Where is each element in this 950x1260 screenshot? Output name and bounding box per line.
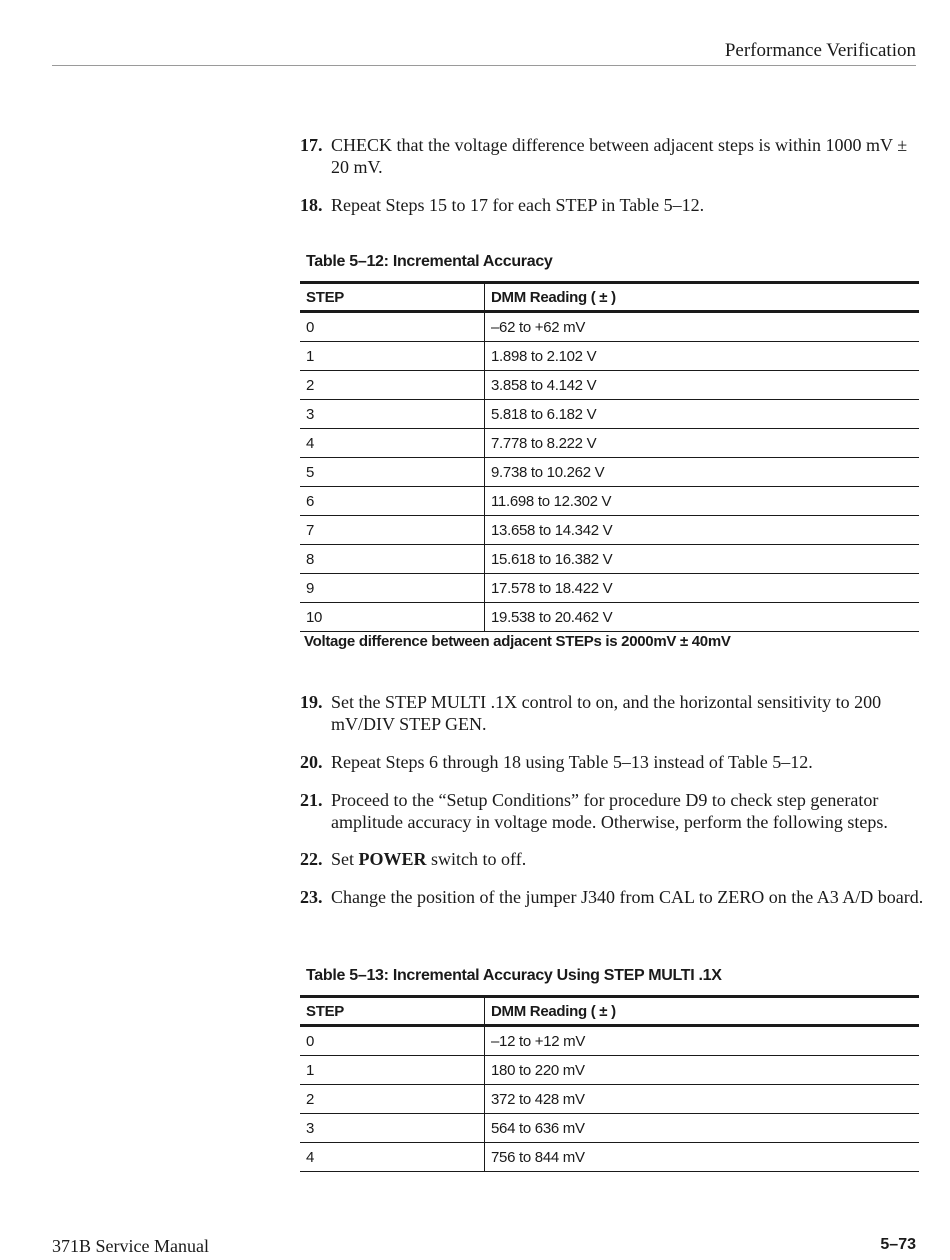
step-20 bbox=[300, 751, 925, 773]
step-cell: 3 bbox=[300, 400, 485, 429]
step-number: 20. bbox=[300, 752, 323, 772]
table-5-13 bbox=[300, 995, 919, 1172]
table-row bbox=[300, 1085, 919, 1114]
dmm-reading-cell: 19.538 to 20.462 V bbox=[485, 603, 920, 632]
dmm-reading-cell: 564 to 636 mV bbox=[485, 1114, 920, 1143]
table-row bbox=[300, 603, 919, 632]
table-header-row bbox=[300, 283, 919, 312]
table-row bbox=[300, 545, 919, 574]
step-cell: 5 bbox=[300, 458, 485, 487]
table-row bbox=[300, 429, 919, 458]
dmm-reading-cell: 5.818 to 6.182 V bbox=[485, 400, 920, 429]
step-cell: 2 bbox=[300, 1085, 485, 1114]
step-cell: 4 bbox=[300, 1143, 485, 1172]
table-row bbox=[300, 458, 919, 487]
step-21 bbox=[300, 789, 925, 833]
table-5-12-note: Voltage difference between adjacent STEPs is 2000mV ± 40mV bbox=[304, 633, 731, 650]
dmm-reading-cell: 15.618 to 16.382 V bbox=[485, 545, 920, 574]
step-cell: 10 bbox=[300, 603, 485, 632]
step-text: Proceed to the “Setup Conditions” for procedure D9 to check step generator amplitude accuracy in voltage mode. Otherwise, perform the following steps. bbox=[331, 790, 888, 832]
table-5-12-caption: Table 5–12: Incremental Accuracy bbox=[306, 253, 553, 270]
step-text: Repeat Steps 15 to 17 for each STEP in Table 5–12. bbox=[331, 195, 705, 215]
step-number: 19. bbox=[300, 692, 323, 712]
column-header-step: STEP bbox=[300, 997, 485, 1026]
table-header-row bbox=[300, 997, 919, 1026]
step-18 bbox=[300, 194, 925, 216]
step-text-post: switch to off. bbox=[426, 849, 527, 869]
step-22 bbox=[300, 848, 925, 870]
step-number: 17. bbox=[300, 135, 323, 155]
step-text: Set the STEP MULTI .1X control to on, and the horizontal sensitivity to 200 mV/DIV STEP GEN. bbox=[331, 692, 882, 734]
column-header-step: STEP bbox=[300, 283, 485, 312]
step-text-pre: Set bbox=[331, 849, 359, 869]
table-row bbox=[300, 1056, 919, 1085]
step-text bbox=[331, 848, 925, 870]
table-row bbox=[300, 400, 919, 429]
footer-page-number: 5–73 bbox=[880, 1236, 916, 1253]
dmm-reading-cell: 9.738 to 10.262 V bbox=[485, 458, 920, 487]
step-text: Change the position of the jumper J340 from CAL to ZERO on the A3 A/D board. bbox=[331, 887, 924, 907]
step-cell: 0 bbox=[300, 1026, 485, 1056]
table-row bbox=[300, 1143, 919, 1172]
dmm-reading-cell: 1.898 to 2.102 V bbox=[485, 342, 920, 371]
step-number: 21. bbox=[300, 790, 323, 810]
dmm-reading-cell: 372 to 428 mV bbox=[485, 1085, 920, 1114]
dmm-reading-cell: 7.778 to 8.222 V bbox=[485, 429, 920, 458]
step-cell: 7 bbox=[300, 516, 485, 545]
table-5-13-caption: Table 5–13: Incremental Accuracy Using STEP MULTI .1X bbox=[306, 967, 722, 984]
step-23 bbox=[300, 886, 925, 908]
dmm-reading-cell: –62 to +62 mV bbox=[485, 312, 920, 342]
table-row bbox=[300, 487, 919, 516]
dmm-reading-cell: 756 to 844 mV bbox=[485, 1143, 920, 1172]
step-cell: 9 bbox=[300, 574, 485, 603]
table-row bbox=[300, 516, 919, 545]
dmm-reading-cell: 3.858 to 4.142 V bbox=[485, 371, 920, 400]
step-number: 18. bbox=[300, 195, 323, 215]
column-header-dmm-reading: DMM Reading ( ± ) bbox=[485, 997, 920, 1026]
footer-manual-title: 371B Service Manual bbox=[52, 1236, 209, 1256]
step-number: 23. bbox=[300, 887, 323, 907]
step-text: CHECK that the voltage difference between adjacent steps is within 1000 mV ± 20 mV. bbox=[331, 135, 908, 177]
table-row bbox=[300, 574, 919, 603]
dmm-reading-cell: 180 to 220 mV bbox=[485, 1056, 920, 1085]
step-text: Repeat Steps 6 through 18 using Table 5–13 instead of Table 5–12. bbox=[331, 752, 813, 772]
table-row bbox=[300, 1026, 919, 1056]
step-19 bbox=[300, 691, 925, 735]
step-cell: 0 bbox=[300, 312, 485, 342]
table-5-12 bbox=[300, 281, 919, 632]
step-cell: 6 bbox=[300, 487, 485, 516]
table-row bbox=[300, 371, 919, 400]
header-rule bbox=[52, 65, 916, 66]
dmm-reading-cell: 17.578 to 18.422 V bbox=[485, 574, 920, 603]
table-row bbox=[300, 1114, 919, 1143]
dmm-reading-cell: 11.698 to 12.302 V bbox=[485, 487, 920, 516]
step-17 bbox=[300, 134, 925, 178]
step-cell: 8 bbox=[300, 545, 485, 574]
step-cell: 3 bbox=[300, 1114, 485, 1143]
table-row bbox=[300, 342, 919, 371]
step-cell: 1 bbox=[300, 1056, 485, 1085]
step-number: 22. bbox=[300, 849, 323, 869]
dmm-reading-cell: –12 to +12 mV bbox=[485, 1026, 920, 1056]
power-switch-label: POWER bbox=[358, 849, 427, 869]
column-header-dmm-reading: DMM Reading ( ± ) bbox=[485, 283, 920, 312]
step-cell: 1 bbox=[300, 342, 485, 371]
step-cell: 2 bbox=[300, 371, 485, 400]
step-cell: 4 bbox=[300, 429, 485, 458]
table-row bbox=[300, 312, 919, 342]
dmm-reading-cell: 13.658 to 14.342 V bbox=[485, 516, 920, 545]
running-header: Performance Verification bbox=[724, 40, 916, 61]
